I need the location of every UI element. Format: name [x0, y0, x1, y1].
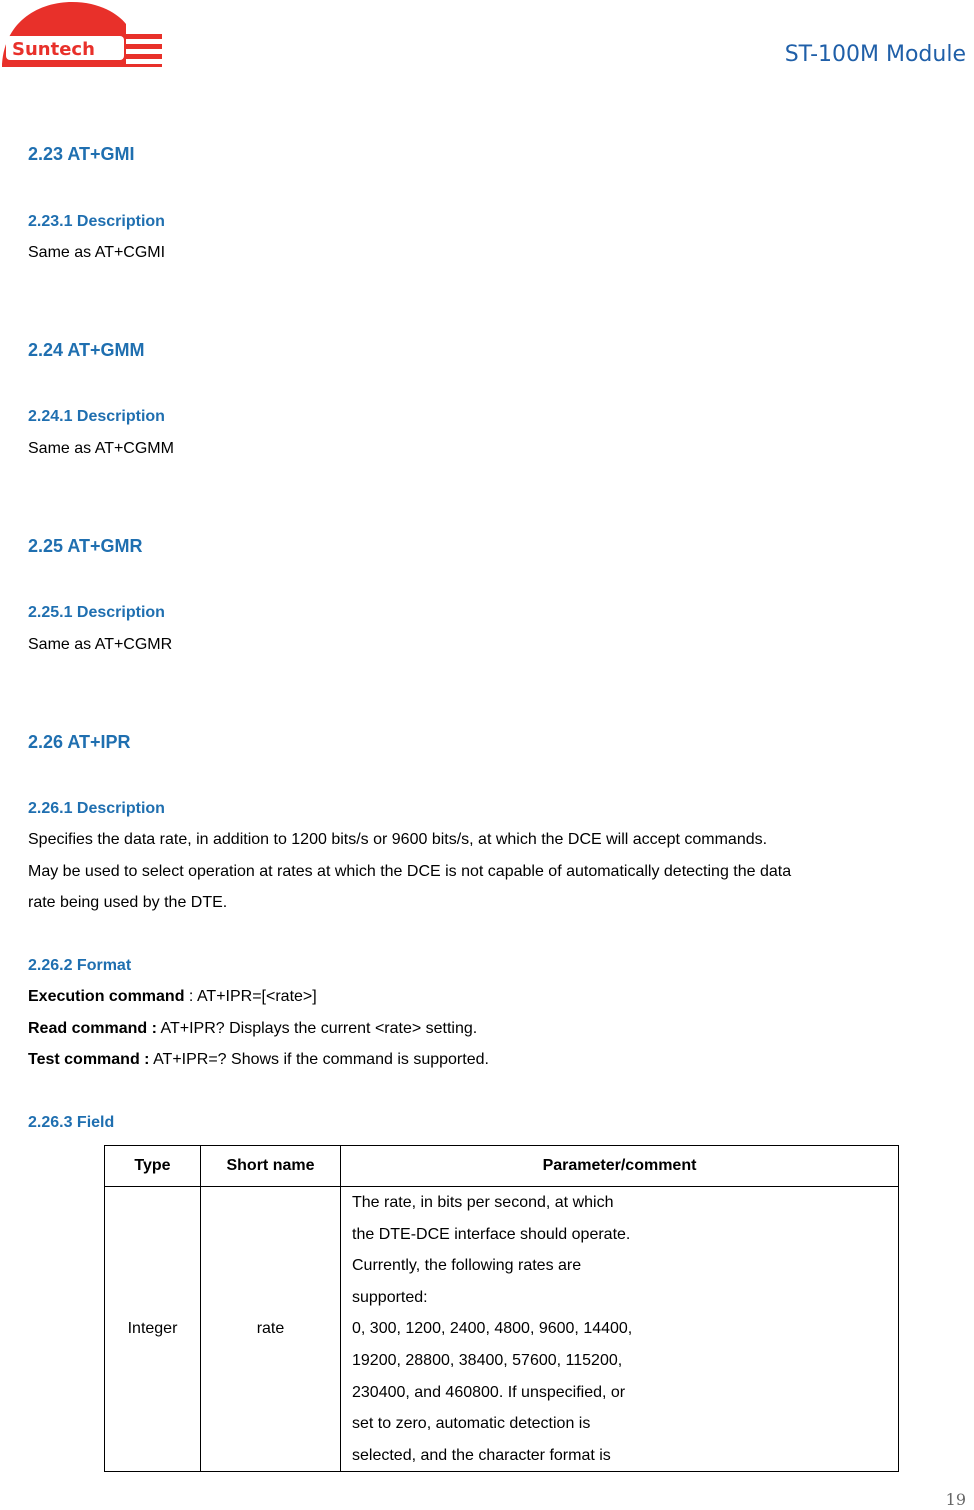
gmr-description-text: Same as AT+CGMR — [28, 636, 173, 653]
read-command-label: Read command : — [28, 1020, 157, 1037]
comment-line: selected, and the character format is — [352, 1446, 611, 1464]
read-command-line — [28, 1020, 477, 1038]
comment-line: 230400, and 460800. If unspecified, or — [352, 1383, 626, 1401]
subheading-ipr-format: 2.26.2 Format — [28, 957, 132, 974]
comment-line: 0, 300, 1200, 2400, 4800, 9600, 14400, — [352, 1320, 633, 1338]
header-short-name: Short name — [201, 1146, 341, 1187]
comment-line: Currently, the following rates are — [352, 1257, 582, 1275]
ipr-description-line: Specifies the data rate, in addition to 1200 bits/s or 9600 bits/s, at which the DCE will accept commands. — [28, 831, 768, 848]
gmi-description-text: Same as AT+CGMI — [28, 244, 166, 261]
subheading-gmm-description: 2.24.1 Description — [28, 408, 165, 425]
document-title: ST-100M Module — [784, 42, 966, 67]
cell-short-name: rate — [201, 1187, 341, 1472]
subheading-ipr-description: 2.26.1 Description — [28, 800, 165, 817]
field-table — [104, 1145, 899, 1472]
section-heading-gmr: 2.25 AT+GMR — [28, 536, 143, 556]
test-command-line — [28, 1051, 489, 1069]
subheading-gmr-description: 2.25.1 Description — [28, 604, 165, 621]
subheading-ipr-field: 2.26.3 Field — [28, 1114, 115, 1131]
comment-line: set to zero, automatic detection is — [352, 1415, 591, 1433]
test-command-text: AT+IPR=? Shows if the command is supported. — [149, 1051, 489, 1068]
subheading-gmi-description: 2.23.1 Description — [28, 213, 165, 230]
comment-line: 19200, 28800, 38400, 57600, 115200, — [352, 1351, 623, 1369]
execution-command-text: : AT+IPR=[<rate>] — [184, 988, 317, 1005]
section-heading-ipr: 2.26 AT+IPR — [28, 732, 131, 752]
cell-type: Integer — [105, 1187, 201, 1472]
comment-line: The rate, in bits per second, at which — [352, 1194, 614, 1211]
read-command-text: AT+IPR? Displays the current <rate> setting. — [156, 1020, 478, 1037]
comment-line: supported: — [352, 1288, 428, 1306]
header-parameter-comment: Parameter/comment — [341, 1146, 899, 1187]
table-row — [105, 1187, 899, 1472]
section-heading-gmm: 2.24 AT+GMM — [28, 340, 145, 360]
execution-command-label: Execution command — [28, 988, 185, 1005]
gmm-description-text: Same as AT+CGMM — [28, 440, 174, 457]
ipr-description-line: rate being used by the DTE. — [28, 894, 228, 911]
test-command-label: Test command : — [28, 1051, 150, 1068]
comment-line: the DTE-DCE interface should operate. — [352, 1225, 631, 1243]
header-type: Type — [105, 1146, 201, 1187]
suntech-logo — [0, 0, 165, 70]
execution-command-line — [28, 988, 317, 1006]
page-number: 19 — [945, 1490, 966, 1509]
logo-text: Suntech — [12, 39, 95, 60]
table-header-row — [105, 1146, 899, 1187]
ipr-description-line: May be used to select operation at rates at which the DCE is not capable of automatically detecting the data — [28, 863, 792, 880]
cell-comment — [341, 1187, 899, 1472]
section-heading-gmi: 2.23 AT+GMI — [28, 144, 135, 164]
